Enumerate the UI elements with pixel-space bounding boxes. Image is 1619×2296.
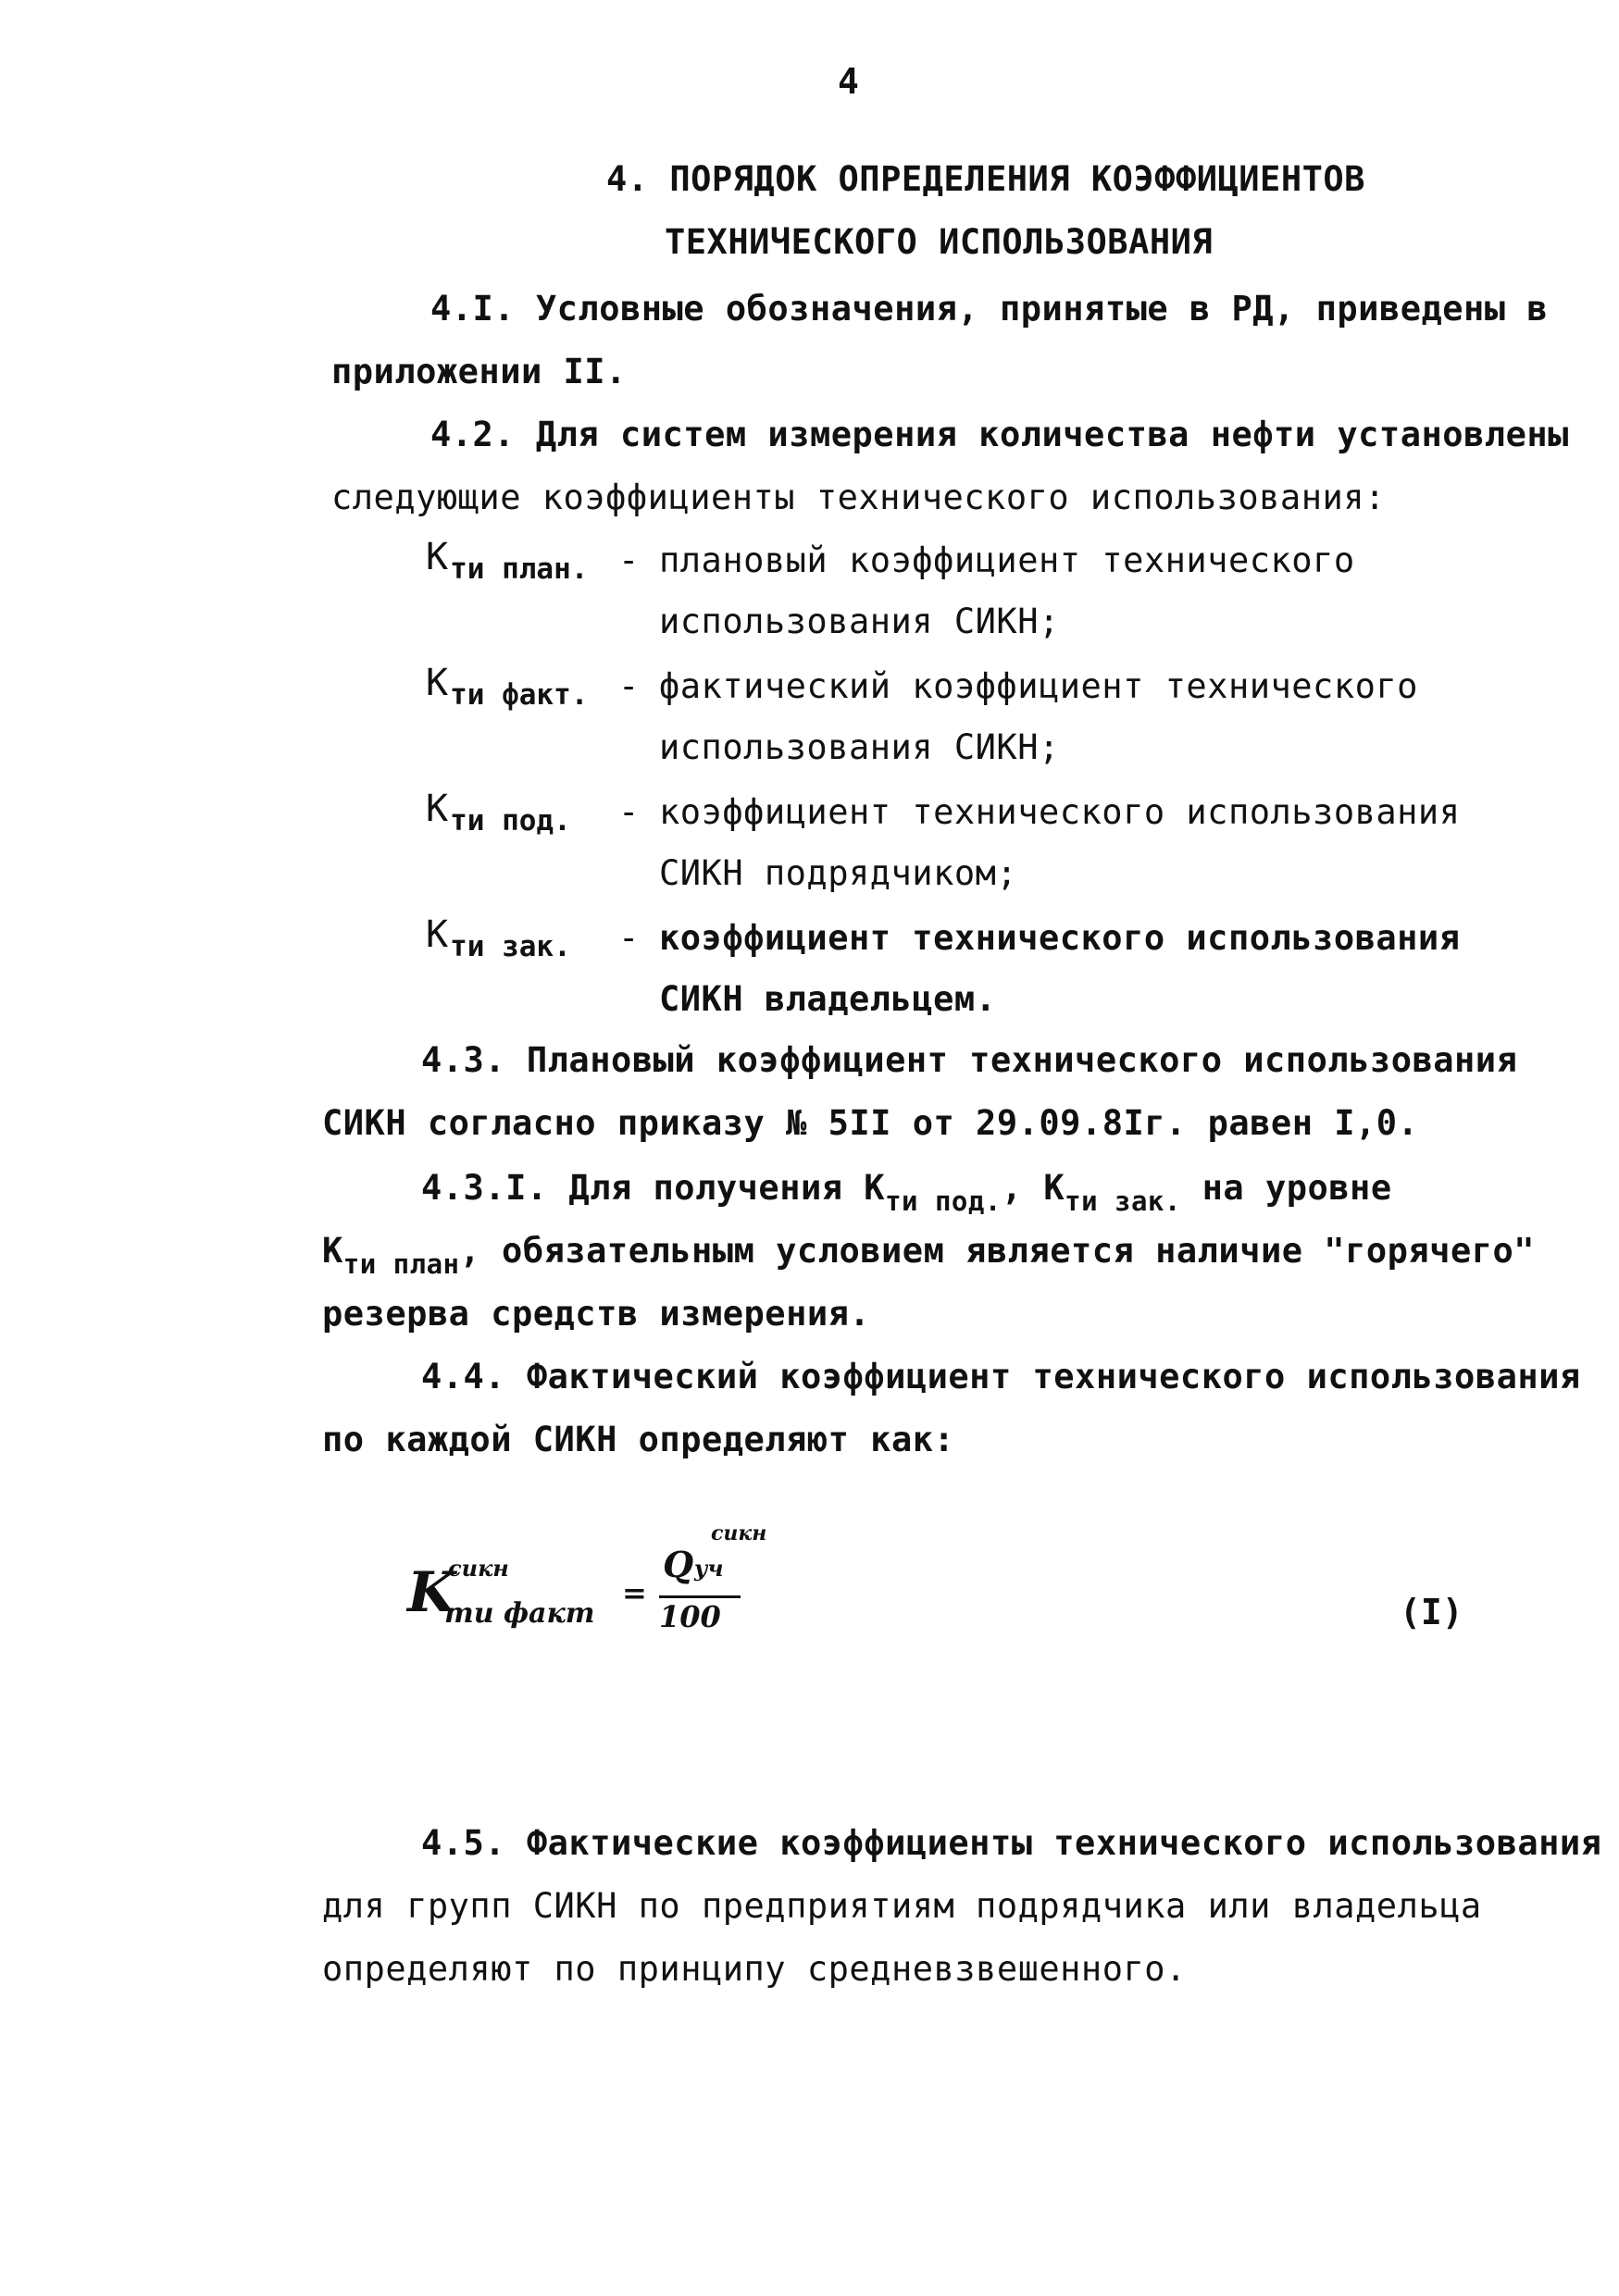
p431-sub-b: ти зак. [1065, 1185, 1181, 1217]
def-fakt-line1: фактический коэффициент технического [659, 666, 1418, 706]
def-symbol-pod [426, 788, 571, 838]
def-k: К [426, 788, 449, 830]
p431-sub-d: ти план [342, 1248, 460, 1280]
formula-k-superscript: сикн [448, 1555, 509, 1582]
def-k: К [426, 913, 449, 956]
def-sub: ти зак. [450, 930, 571, 963]
p431-text-e: , обязательным условием является наличие "горячего" [459, 1231, 1536, 1271]
section-title-line1: 4. ПОРЯДОК ОПРЕДЕЛЕНИЯ КОЭФФИЦИЕНТОВ [606, 159, 1365, 199]
p431-text-c: на уровне [1180, 1168, 1392, 1208]
paragraph-4-5-line3: определяют по принципу средневзвешенного. [322, 1949, 1187, 1989]
p431-text-d: К [322, 1231, 343, 1271]
paragraph-4-3-1-line1 [421, 1168, 1392, 1217]
def-k: К [426, 662, 449, 704]
def-symbol-fakt [426, 662, 589, 712]
def-symbol-plan [426, 536, 589, 586]
formula-equals: = [622, 1575, 647, 1610]
def-dash: - [618, 666, 640, 706]
def-k: К [426, 536, 449, 578]
paragraph-4-5-line1: 4.5. Фактические коэффициенты технического использования [421, 1823, 1602, 1863]
formula-fraction-line [659, 1595, 741, 1598]
paragraph-4-3-line1: 4.3. Плановый коэффициент технического использования [421, 1040, 1518, 1080]
def-sub: ти под. [450, 804, 571, 838]
formula-numerator-sup: сикн [711, 1521, 767, 1545]
section-title-line2: ТЕХНИЧЕСКОГО ИСПОЛЬЗОВАНИЯ [665, 222, 1214, 262]
def-plan-line2: использования СИКН; [659, 602, 1060, 641]
def-sub: ти план. [450, 552, 589, 586]
def-pod-line1: коэффициент технического использования [659, 792, 1461, 832]
def-zak-line2: СИКН владельцем. [659, 979, 997, 1019]
def-symbol-zak [426, 913, 571, 963]
def-sub: ти факт. [450, 678, 589, 712]
def-dash: - [618, 918, 640, 958]
p431-sub-a: ти под. [885, 1185, 1002, 1217]
formula-k-subscript: ти факт [444, 1597, 595, 1630]
formula-1 [407, 1518, 796, 1647]
def-plan-line1: плановый коэффициент технического [659, 540, 1355, 580]
def-dash: - [618, 792, 640, 832]
paragraph-4-1-line2: приложении II. [331, 352, 627, 391]
page-number: 4 [838, 61, 860, 102]
paragraph-4-3-1-line3: резерва средств измерения. [322, 1294, 871, 1334]
equation-number: (I) [1400, 1592, 1463, 1632]
paragraph-4-1-line1: 4.I. Условные обозначения, принятые в РД, приведены в [430, 289, 1549, 329]
paragraph-4-3-line2: СИКН согласно приказу № 5II от 29.09.8Iг. равен I,0. [322, 1103, 1419, 1143]
paragraph-4-4-line1: 4.4. Фактический коэффициент технического использования [421, 1357, 1581, 1396]
formula-numerator-q: Q [663, 1544, 694, 1585]
paragraph-4-4-line2: по каждой СИКН определяют как: [322, 1420, 955, 1459]
formula-denominator: 100 [659, 1599, 721, 1634]
formula-k: K [407, 1560, 456, 1625]
p431-text-a: 4.3.I. Для получения К [421, 1168, 886, 1208]
def-zak-line1: коэффициент технического использования [659, 918, 1461, 958]
paragraph-4-2-line2: следующие коэффициенты технического использования: [331, 478, 1386, 517]
paragraph-4-2-line1: 4.2. Для систем измерения количества нефти установлены [430, 415, 1569, 454]
paragraph-4-3-1-line2 [322, 1231, 1536, 1280]
def-fakt-line2: использования СИКН; [659, 727, 1060, 767]
def-pod-line2: СИКН подрядчиком; [659, 853, 1018, 893]
p431-text-b: , К [1001, 1168, 1065, 1208]
def-dash: - [618, 540, 640, 580]
formula-numerator-sub: уч [694, 1555, 724, 1582]
paragraph-4-5-line2: для групп СИКН по предприятиям подрядчика или владельца [322, 1886, 1482, 1926]
